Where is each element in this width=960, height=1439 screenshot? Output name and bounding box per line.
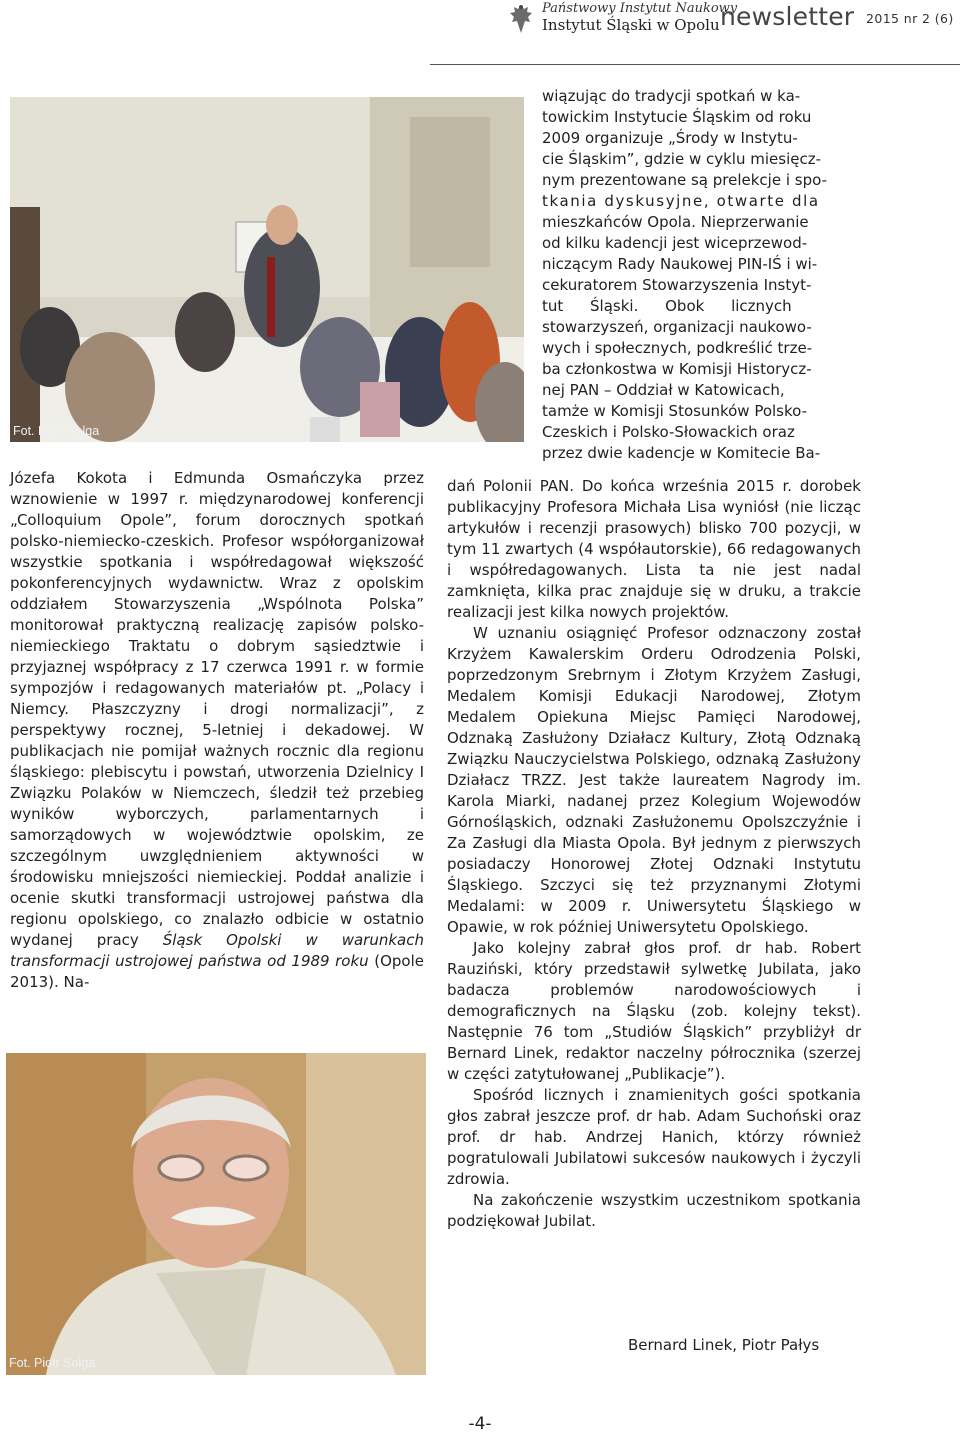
- text-line: mieszkańców Opola. Nieprzerwanie: [542, 213, 809, 231]
- text-line: 2009 organizuje „Środy w Instytu-: [542, 129, 798, 147]
- text-line: tkania dyskusyjne, otwarte dla: [542, 192, 820, 210]
- page-header: [0, 0, 960, 66]
- article-authors: Bernard Linek, Piotr Pałys: [628, 1336, 820, 1354]
- text-line: przez dwie kadencje w Komitecie Ba-: [542, 444, 821, 462]
- text-line: wych i społecznych, podkreślić trze-: [542, 339, 813, 357]
- article-text-top-right: [542, 86, 862, 464]
- publication-title: Śląsk Opolski w warunkach transformacji ustrojowej państwa od 1989 roku: [10, 931, 424, 970]
- text-line: Czeskich i Polsko-Słowackich oraz: [542, 423, 795, 441]
- text-line: nym prezentowane są prelekcje i spo-: [542, 171, 827, 189]
- article-text-left-column: [10, 468, 424, 993]
- meeting-photo: [10, 97, 524, 442]
- institute-name-line1: Państwowy Instytut Naukowy: [542, 1, 738, 16]
- paragraph: Na zakończenie wszystkim uczestnikom spotkania podziękował Jubilat.: [447, 1191, 861, 1230]
- text-run: (Opole 2013). Na-: [10, 952, 424, 991]
- text-line: cie Śląskim”, gdzie w cyklu miesięcz-: [542, 150, 822, 168]
- paragraph: dań Polonii PAN. Do końca września 2015 r. dorobek publikacyjny Profesora Michała Lisa wyniósł (nie licząc artykułów i recenzji prasowych) blisko 700 pozycji, w tym 11 zwartych (4 współautorskie), 66 redagowanych i współredagowanych. Lista ta nie jest nadal zamknięta, kilka prac znajduje się w druku, a trakcie realizacji jest kilka nowych projektów.: [447, 477, 861, 621]
- article-text-right-column: [447, 476, 861, 1232]
- page-number: -4-: [468, 1414, 492, 1434]
- newsletter-title: newsletter: [720, 2, 855, 31]
- text-line: niczącym Rady Naukowej PIN-IŚ i wi-: [542, 255, 818, 273]
- text-line: nej PAN – Oddział w Katowicach,: [542, 381, 785, 399]
- paragraph: W uznaniu osiągnięć Profesor odznaczony został Krzyżem Kawalerskim Orderu Odrodzenia Polski, poprzedzonym Srebrnym i Złotym Krzyżem Zasługi, Medalem Komisji Edukacji Narodowej, Złotym Medalem Opiekuna Miejsc Pamięci Narodowej, Odznaką Zasłużony Działacz Kultury, Złotą Odznaką Związku Nauczycielstwa Polskiego, odznaką Zasłużony Działacz TRZZ. Jest także laureatem Nagrody im. Karola Miarki, nadanej przez Kolegium Wojewodów Górnośląskich, odznaki Zasłużonemu Opolszczyźnie i Za Zasługi dla Miasta Opola. Był jednym z pierwszych posiadaczy Honorowej Złotej Odznaki Instytutu Śląskiego. Szczyci się też przyznanymi Złotymi Medalami: w 2009 r. Uniwersytetu Śląskiego w Opawie, w rok później Uniwersytetu Opolskiego.: [447, 624, 861, 936]
- text-line: cekuratorem Stowarzyszenia Instyt-: [542, 276, 812, 294]
- text-line: tut Śląski. Obok licznych: [542, 297, 792, 315]
- text-run: Józefa Kokota i Edmunda Osmańczyka przez wznowienie w 1997 r. międzynarodowej konferencji „Colloquium Opole”, forum dorocznych spotkań polsko-niemiecko-czeskich. Profesor współorganizował wszystkie spotkania i współredagował większość pokonferencyjnych wydawnictw. Wraz z opolskim oddziałem Stowarzyszenia „Wspólnota Polska” monitorował praktyczną realizację zapisów polsko-niemieckiego Traktatu o dobrym sąsiedztwie i przyjaznej współpracy z 17 czerwca 1991 r. w formie sympozjów i redagowanych materiałów pt. „Polacy i Niemcy. Płaszczyzny i drogi normalizacji”, z perspektywy rocznej, 5-letniej i dekadowej. W publikacjach nie pomijał ważnych rocznic dla regionu śląskiego: plebiscytu i powstań, utworzenia Dzielnicy I Związku Polaków w Niemczech, śledził też przebieg wyników wyborczych, parlamentarnych i samorządowych w województwie opolskim, ze szczególnym uwzględnieniem aktywności w środowisku mniejszości niemieckiej. Poddał analizie i ocenie skutki transformacji ustrojowej państwa dla regionu opolskiego, co znalazło odbicie w ostatnio wydanej pracy: [10, 469, 424, 949]
- photo-credit-top: Fot. Piotr Solga: [13, 424, 100, 438]
- text-line: tamże w Komisji Stosunków Polsko-: [542, 402, 808, 420]
- text-line: stowarzyszeń, organizacji naukowo-: [542, 318, 812, 336]
- paragraph: Spośród licznych i znamienitych gości spotkania głos zabrał jeszcze prof. dr hab. Adam Suchoński oraz prof. dr hab. Andrzej Hanich, którzy również pogratulowali Jubilatowi sukcesów naukowych i życzyli zdrowia.: [447, 1086, 861, 1188]
- text-line: wiązując do tradycji spotkań w ka-: [542, 87, 801, 105]
- paragraph: [10, 468, 424, 993]
- portrait-photo: [6, 1053, 426, 1375]
- issue-number: 2015 nr 2 (6): [866, 11, 954, 26]
- eagle-emblem-icon: [508, 2, 534, 36]
- photo-credit-bottom: Fot. Piotr Solga: [9, 1356, 96, 1370]
- header-divider: [430, 64, 960, 65]
- text-line: towickim Instytucie Śląskim od roku: [542, 108, 812, 126]
- text-line: ba członkostwa w Komisji Historycz-: [542, 360, 812, 378]
- institute-name-line2: Instytut Śląski w Opolu: [542, 16, 720, 34]
- paragraph: Jako kolejny zabrał głos prof. dr hab. Robert Rauziński, który przedstawił sylwetkę Jubilata, jako badacza problemów narodowościowych i demograficznych na Śląsku (zob. kolejny tekst). Następnie 76 tom „Studiów Śląskich” przybliżył dr Bernard Linek, redaktor naczelny półrocznika (szerzej w części zatytułowanej „Publikacje”).: [447, 939, 861, 1083]
- text-line: od kilku kadencji jest wiceprzewod-: [542, 234, 808, 252]
